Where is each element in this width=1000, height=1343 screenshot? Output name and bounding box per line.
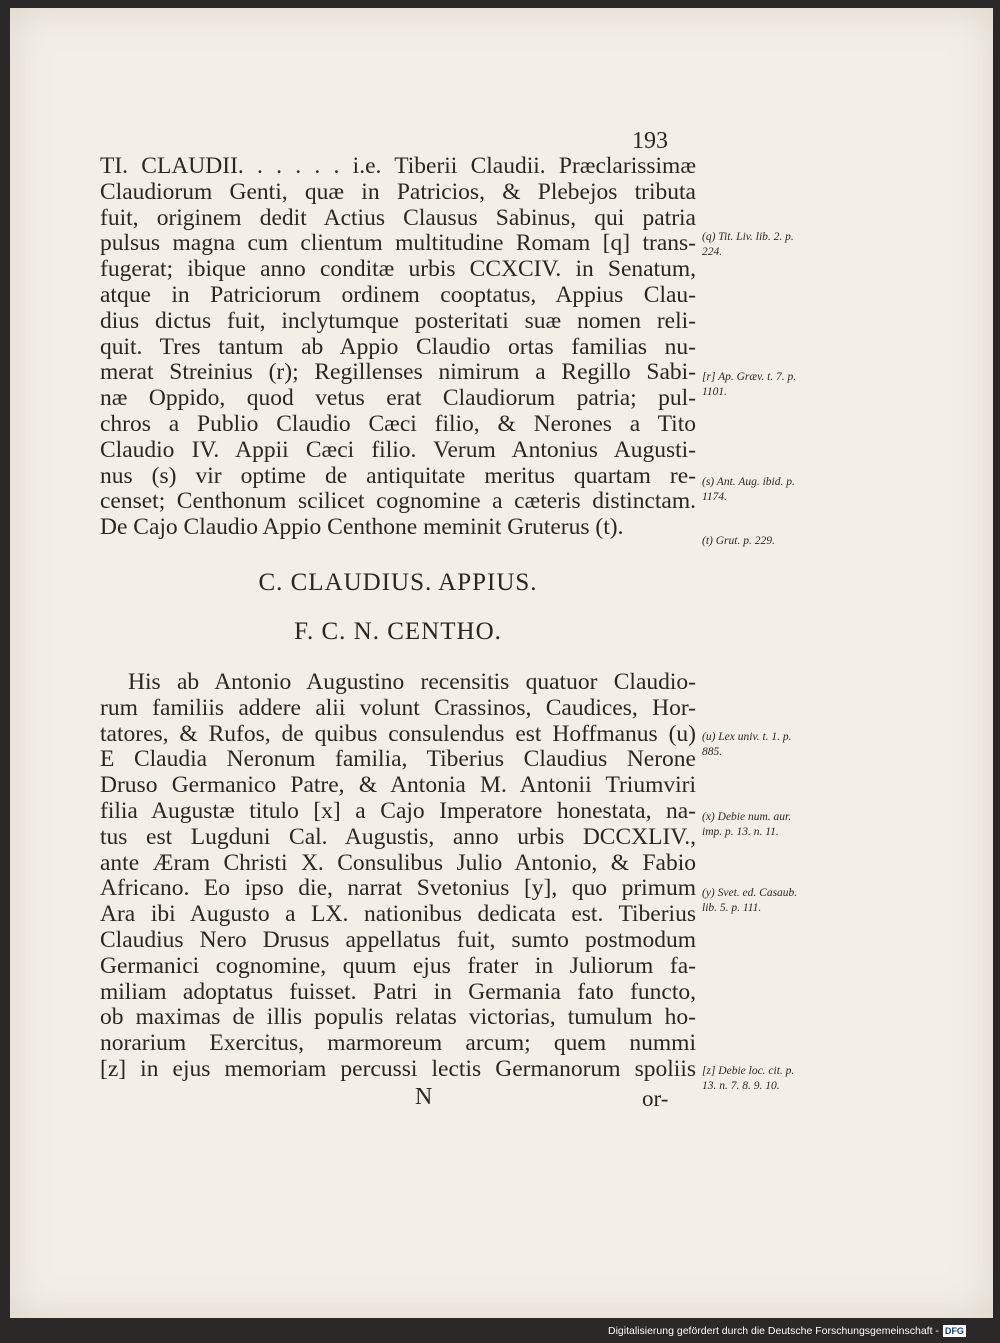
text-line: tatores, & Rufos, de quibus consulendus est Hoffmanus (u)	[100, 720, 696, 747]
text-line: atque in Patriciorum ordinem cooptatus, Appius Clau-	[100, 281, 696, 308]
text-line: ob maximas de illis populis relatas victorias, tumulum ho-	[100, 1004, 696, 1031]
text-line: Germanici cognomine, quum ejus frater in Juliorum fa-	[100, 952, 696, 979]
text-line: His ab Antonio Augustino recensitis quatuor Claudio-	[128, 669, 696, 695]
text-line: merat Streinius (r); Regillenses nimirum a Regillo Sabi-	[100, 359, 696, 386]
section-heading: C. CLAUDIUS. APPIUS.	[258, 569, 538, 596]
marginal-note-y: (y) Svet. ed. Casaub. lib. 5. p. 111.	[702, 887, 798, 914]
text-line: Claudius Nero Drusus appellatus fuit, sumto postmodum	[100, 926, 696, 953]
text-line: nus (s) vir optime de antiquitate meritus quartam re-	[100, 462, 696, 489]
marginal-note-z: [z] Debie loc. cit. p. 13. n. 7. 8. 9. 10.	[702, 1065, 795, 1092]
section-subheading: F. C. N. CENTHO.	[294, 618, 502, 645]
page-number: 193	[632, 128, 668, 154]
paragraph-block-1	[100, 154, 696, 541]
marginal-note-r: [r] Ap. Græv. t. 7. p. 1101.	[702, 371, 797, 398]
catchword: or-	[642, 1086, 669, 1111]
paragraph-block-2	[100, 670, 696, 1083]
text-line: De Cajo Claudio Appio Centhone meminit Gruterus (t).	[100, 514, 624, 541]
signature-mark: N	[415, 1084, 433, 1110]
funding-footer	[608, 1325, 966, 1337]
text-line: [z] in ejus memoriam percussi lectis Germanorum spoliis	[100, 1055, 696, 1082]
text-line: næ Oppido, quod vetus erat Claudiorum patria; pul-	[100, 385, 696, 412]
marginal-note-s: (s) Ant. Aug. ibid. p. 1174.	[702, 476, 795, 503]
text-line: tus est Lugduni Cal. Augustis, anno urbis DCCXLIV.,	[100, 823, 696, 850]
text-line: pulsus magna cum clientum multitudine Romam [q] trans-	[100, 230, 696, 257]
text-line: Claudiorum Genti, quæ in Patricios, & Plebejos tributa	[100, 178, 696, 205]
marginal-note-q: (q) Tit. Liv. lib. 2. p. 224.	[702, 231, 794, 258]
text-line: TI. CLAUDII. . . . . . i.e. Tiberii Claudii. Præclarissimæ	[100, 153, 696, 179]
text-line: Claudio IV. Appii Cæci filio. Verum Antonius Augusti-	[100, 436, 696, 463]
dfg-logo-icon: DFG	[944, 1326, 964, 1336]
text-line: rum familiis addere alii volunt Crassinos, Caudices, Hor-	[100, 694, 696, 721]
marginal-note-u: (u) Lex univ. t. 1. p. 885.	[702, 731, 792, 758]
text-line: fuit, originem dedit Actius Clausus Sabinus, qui patria	[100, 204, 696, 231]
text-line: quit. Tres tantum ab Appio Claudio ortas familias nu-	[100, 333, 696, 360]
text-line: filia Augustæ titulo [x] a Cajo Imperatore honestata, na-	[100, 797, 696, 824]
text-line: miliam adoptatus fuisset. Patri in Germania fato functo,	[100, 978, 696, 1005]
scanned-page	[10, 8, 993, 1318]
funding-text: Digitalisierung gefördert durch die Deutsche Forschungsgemeinschaft -	[608, 1325, 939, 1337]
text-line: censet; Centhonum scilicet cognomine a cæteris distinctam.	[100, 488, 696, 515]
text-line: norarium Exercitus, marmoreum arcum; quem nummi	[100, 1030, 696, 1057]
marginal-note-t: (t) Grut. p. 229.	[702, 535, 775, 547]
text-line: chros a Publio Claudio Cæci filio, & Nerones a Tito	[100, 410, 696, 437]
text-line: Africano. Eo ipso die, narrat Svetonius [y], quo primum	[100, 875, 696, 902]
text-line: ante Æram Christi X. Consulibus Julio Antonio, & Fabio	[100, 849, 696, 876]
text-line: Druso Germanico Patre, & Antonia M. Antonii Triumviri	[100, 772, 696, 799]
marginal-note-x: (x) Debie num. aur. imp. p. 13. n. 11.	[702, 811, 792, 838]
text-line: E Claudia Neronum familia, Tiberius Claudius Nerone	[100, 746, 696, 773]
text-line: dius dictus fuit, inclytumque posteritati suæ nomen reli-	[100, 307, 696, 334]
text-line: Ara ibi Augusto a LX. nationibus dedicata est. Tiberius	[100, 901, 696, 928]
text-line: fugerat; ibique anno conditæ urbis CCXCIV. in Senatum,	[100, 256, 696, 283]
